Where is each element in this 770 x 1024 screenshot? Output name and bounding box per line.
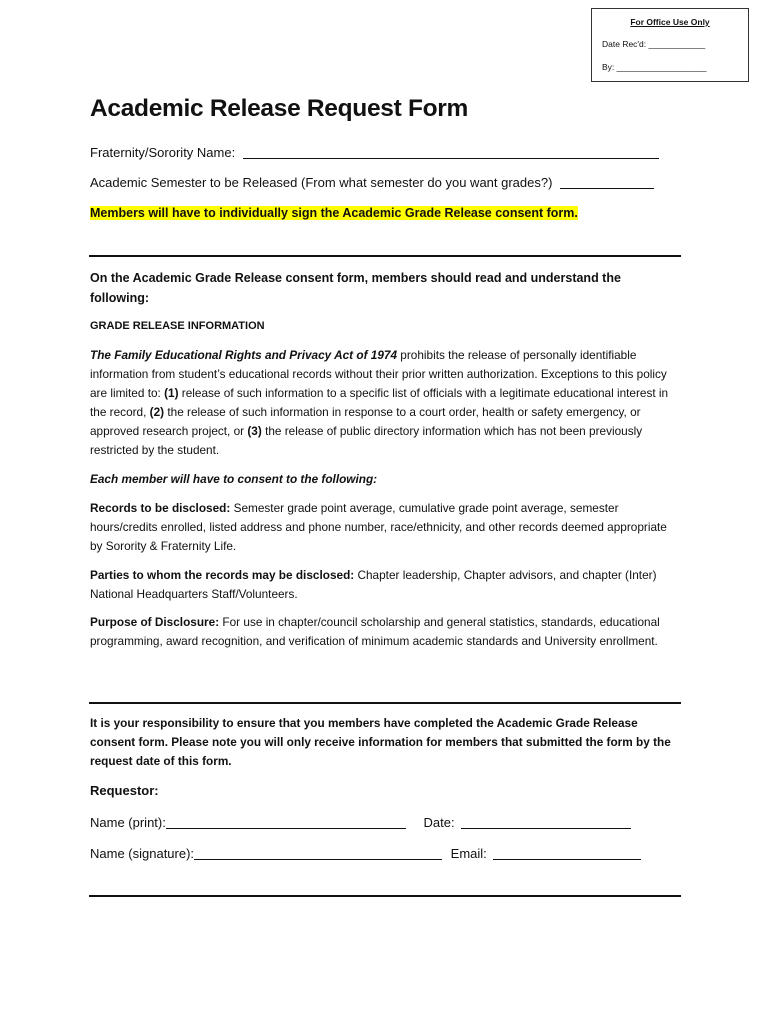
name-signature-label: Name (signature): bbox=[90, 846, 195, 861]
name-print-field[interactable] bbox=[166, 814, 406, 829]
name-signature-row bbox=[90, 845, 641, 861]
section-divider bbox=[89, 895, 681, 897]
ferpa-paragraph bbox=[90, 346, 680, 460]
name-print-label: Name (print): bbox=[90, 815, 166, 830]
email-label: Email: bbox=[450, 846, 487, 861]
date-received-line: Date Rec'd: ____________ bbox=[602, 39, 706, 49]
exception-number: (3) bbox=[247, 424, 262, 438]
fraternity-name-row bbox=[90, 144, 659, 160]
highlighted-consent-note: Members will have to individually sign the Academic Grade Release consent form. bbox=[90, 206, 578, 220]
office-use-box bbox=[591, 8, 749, 82]
exception-number: (1) bbox=[164, 386, 179, 400]
semester-label: Academic Semester to be Released (From what semester do you want grades?) bbox=[90, 175, 553, 190]
section-divider bbox=[89, 255, 681, 257]
purpose-paragraph bbox=[90, 613, 680, 651]
date-field[interactable] bbox=[461, 814, 631, 829]
fraternity-name-label: Fraternity/Sorority Name: bbox=[90, 145, 236, 160]
ferpa-text: the release of such information in response to a court order, health or safety emergency, or approved research project, or bbox=[90, 405, 641, 438]
form-title: Academic Release Request Form bbox=[90, 95, 469, 122]
exception-number: (2) bbox=[149, 405, 165, 419]
received-by-line: By: ___________________ bbox=[602, 62, 707, 72]
semester-field[interactable] bbox=[560, 174, 654, 189]
parties-text: Chapter leadership, Chapter advisors, and chapter (Inter) National Headquarters Staff/Volunteers. bbox=[90, 568, 657, 601]
parties-label: Parties to whom the records may be disclosed: bbox=[90, 568, 355, 582]
records-paragraph bbox=[90, 499, 680, 556]
ferpa-text: release of such information to a specific list of officials with a legitimate educational interest in the record, bbox=[90, 386, 669, 419]
email-field[interactable] bbox=[493, 845, 641, 860]
ferpa-text: the release of public directory information which has not been previously restricted by the student. bbox=[90, 424, 643, 457]
ferpa-text: prohibits the release of personally identifiable information from student’s educational records without their prior written authorization. Exceptions to this policy are limited to: bbox=[90, 348, 667, 400]
office-use-title: For Office Use Only bbox=[630, 17, 710, 27]
date-label: Date: bbox=[423, 815, 455, 830]
purpose-label: Purpose of Disclosure: bbox=[90, 615, 220, 629]
responsibility-note: It is your responsibility to ensure that you members have completed the Academic Grade Release consent form. Please note you will only receive information for members that submitted the form by the request date of this form. bbox=[90, 716, 671, 768]
highlight-note-row bbox=[90, 205, 578, 220]
parties-paragraph bbox=[90, 566, 680, 604]
requestor-heading: Requestor: bbox=[90, 783, 159, 798]
section-divider bbox=[89, 702, 681, 704]
consent-heading: Each member will have to consent to the following: bbox=[90, 472, 378, 486]
name-print-row bbox=[90, 814, 631, 830]
records-label: Records to be disclosed: bbox=[90, 501, 231, 515]
fraternity-name-field[interactable] bbox=[243, 144, 659, 159]
consent-intro-heading: On the Academic Grade Release consent form, members should read and understand the following: bbox=[90, 271, 621, 305]
records-text: Semester grade point average, cumulative grade point average, semester hours/credits enrolled, listed address and phone number, race/ethnicity, and other records deemed appropriate by Sorority & Fraternity Life. bbox=[90, 501, 667, 553]
purpose-text: For use in chapter/council scholarship and general statistics, standards, educational programming, award recognition, and verification of minimum academic standards and University enrollment. bbox=[90, 615, 660, 648]
semester-row bbox=[90, 174, 654, 190]
ferpa-act-name: The Family Educational Rights and Privacy Act of 1974 bbox=[90, 348, 398, 362]
name-signature-field[interactable] bbox=[194, 845, 442, 860]
grade-release-heading: GRADE RELEASE INFORMATION bbox=[90, 320, 265, 332]
